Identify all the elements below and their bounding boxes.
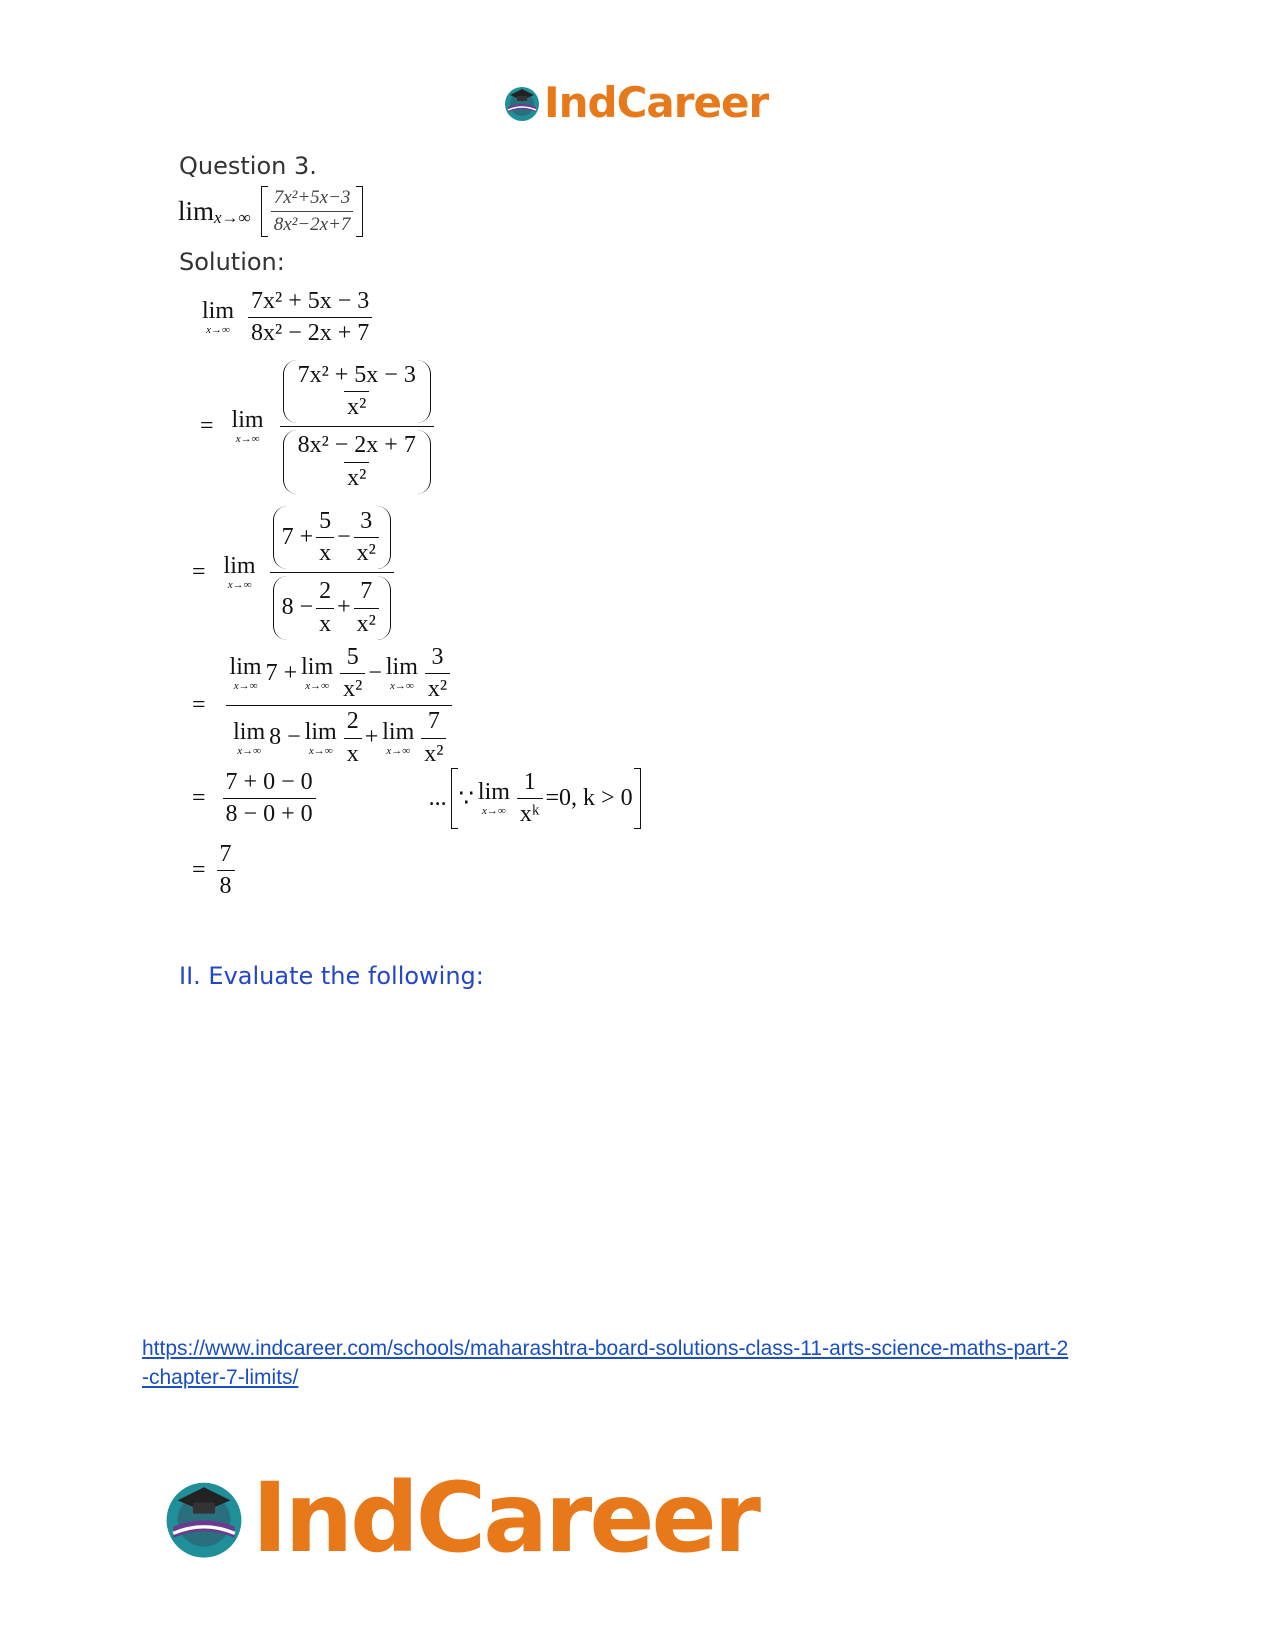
question-fraction	[271, 188, 354, 235]
step-3-numerator: 7 + $\frac{5}{x}$ − $\frac{3}{\text{x²}}$	[270, 506, 394, 572]
step-4	[192, 645, 459, 767]
step-4-denominator: lim x→∞ 8 − lim x→∞ $\frac{2}{x}$ + lim x→∞ $\frac{7}{\text{x²}}$	[226, 705, 452, 766]
question-title: Question 3.	[179, 152, 317, 180]
note-dots: ...	[428, 785, 447, 812]
step-4-numerator: lim x→∞ 7 + lim x→∞ $\frac{5}{\text{x²}}$ − lim x→∞ $\frac{3}{\text{x²}}$	[223, 645, 457, 705]
because-symbol: ∵	[458, 786, 474, 813]
step-2-num-top: 7x² + 5x − 3	[297, 362, 416, 388]
question-denominator: 8x²−2x+7	[271, 211, 354, 235]
footer-logo-text: IndCareer	[252, 1462, 758, 1574]
step-2-num-bottom: x²	[344, 391, 369, 420]
step-2-numerator	[280, 360, 434, 426]
step-5-denominator: 8 − 0 + 0	[223, 798, 316, 827]
step-3-denominator: 8 − $\frac{2}{x}$ + $\frac{7}{\text{x²}}$	[270, 572, 394, 639]
step-2-denominator	[280, 426, 434, 493]
step-4-fraction	[223, 645, 457, 767]
final-denominator: 8	[217, 870, 235, 899]
step-1	[198, 289, 375, 346]
equals-sign: =	[192, 559, 206, 586]
section-heading: II. Evaluate the following:	[179, 962, 484, 990]
final-answer	[217, 842, 235, 899]
equals-sign: =	[192, 857, 206, 884]
final-numerator: 7	[219, 841, 232, 867]
equals-sign: =	[192, 692, 206, 719]
question-lim: lim	[178, 195, 215, 226]
step-5-fraction	[223, 770, 316, 827]
question-bracket	[261, 186, 364, 237]
graduation-cap-globe-icon	[502, 83, 542, 123]
limit-operator: lim x→∞	[231, 407, 264, 446]
question-expression	[178, 186, 363, 237]
step-2	[200, 360, 437, 494]
source-link[interactable]: https://www.indcareer.com/schools/maharashtra-board-solutions-class-11-arts-science-maths-part-2-chapter-7-limits/	[142, 1337, 1069, 1389]
note-condition: =0, k > 0	[545, 785, 633, 812]
step-2-den-top: 8x² − 2x + 7	[297, 432, 416, 459]
footer-logo	[160, 1462, 758, 1574]
solution-label: Solution:	[179, 248, 285, 276]
question-lim-sub: x→∞	[214, 208, 251, 228]
step-5-numerator: 7 + 0 − 0	[225, 769, 313, 795]
question-numerator: 7x²+5x−3	[273, 187, 351, 208]
step-1-numerator: 7x² + 5x − 3	[251, 288, 370, 314]
header-logo	[502, 78, 768, 127]
step-2-den-bottom: x²	[344, 462, 369, 491]
equals-sign: =	[192, 785, 206, 812]
header-logo-text: IndCareer	[544, 78, 769, 127]
step-3	[192, 506, 397, 640]
step-5	[192, 768, 641, 829]
equals-sign: =	[200, 413, 214, 440]
limit-operator: lim x→∞	[223, 553, 256, 592]
step-5-note: ∵ lim x→∞ $\frac{1}{\text{xᵏ}}$ =0, k > 0	[451, 768, 641, 829]
step-6	[192, 842, 238, 899]
limit-operator: lim x→∞	[202, 298, 235, 337]
step-3-fraction	[270, 506, 394, 640]
graduation-cap-globe-icon	[160, 1474, 248, 1562]
step-1-denominator: 8x² − 2x + 7	[248, 317, 372, 346]
step-1-fraction	[248, 289, 372, 346]
step-2-fraction	[280, 360, 434, 494]
